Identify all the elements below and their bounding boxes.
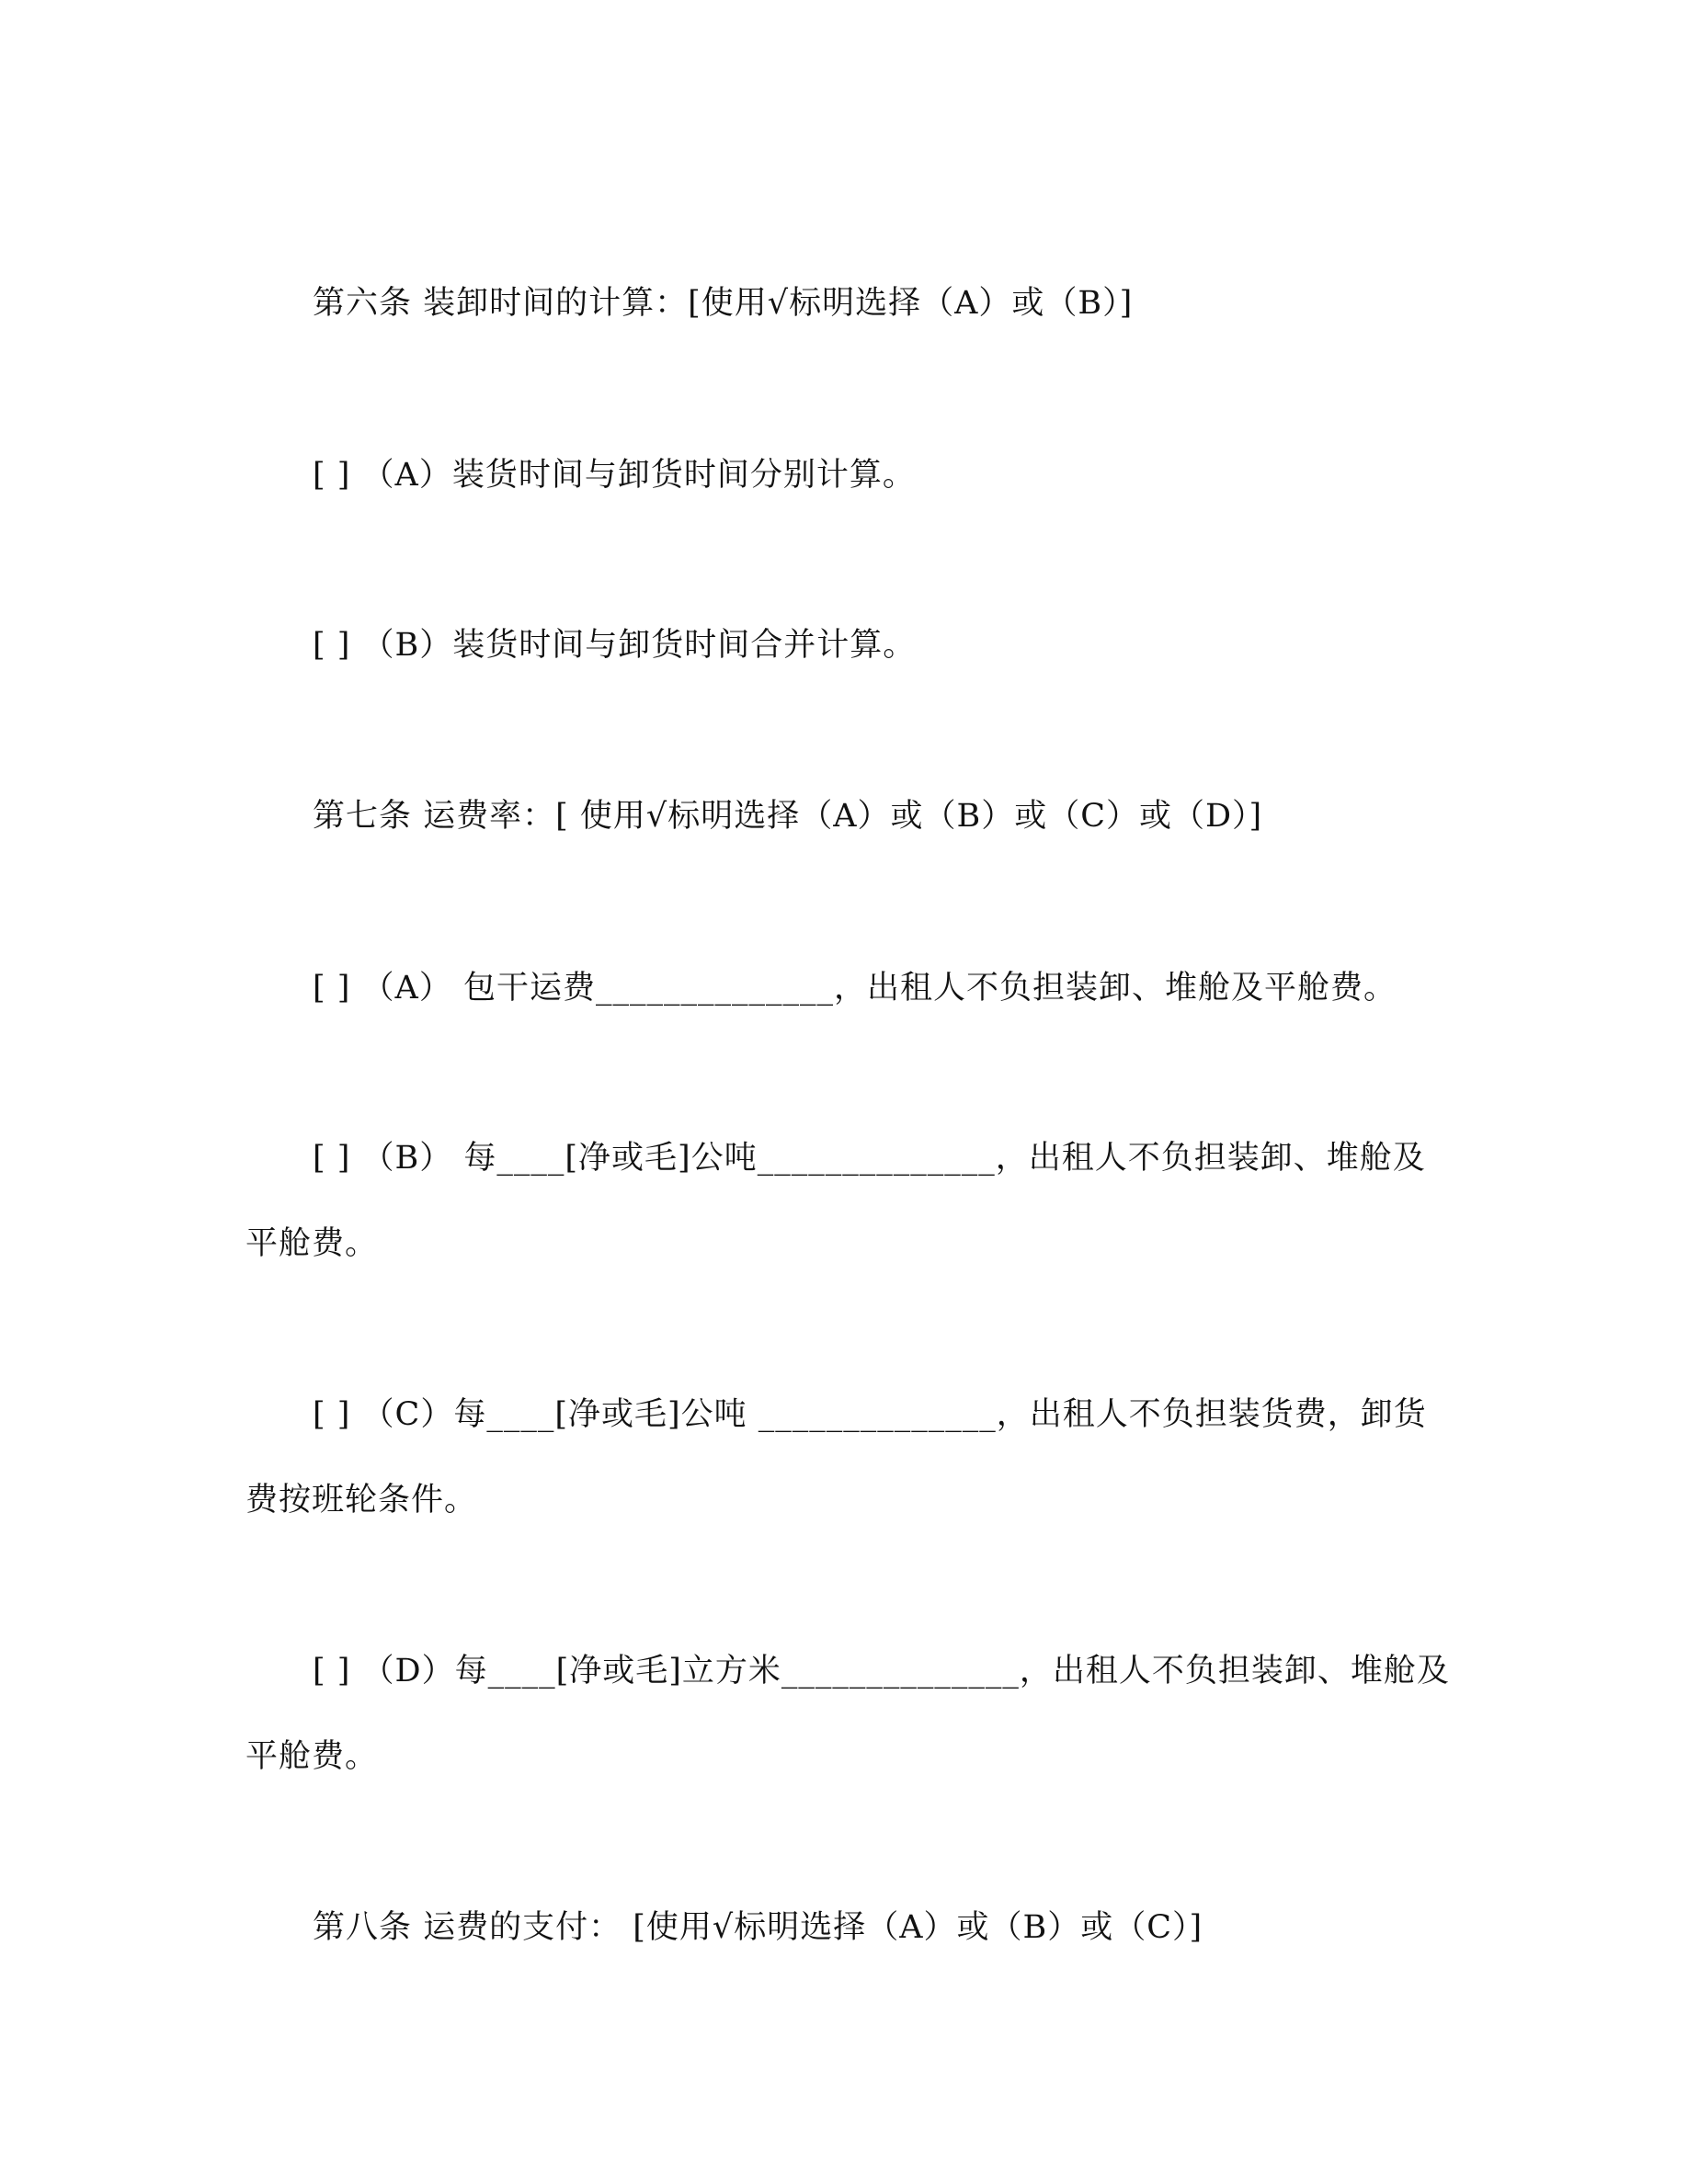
article-7-option-b: [ ] （B） 每____[净或毛]公吨______________，出租人不负担装卸、堆舱及 (313, 1140, 1426, 1177)
article-7-option-c-continuation: 费按班轮条件。 (245, 1482, 478, 1519)
article-7-option-a: [ ] （A） 包干运费______________，出租人不负担装卸、堆舱及平舱费。 (313, 970, 1397, 1007)
article-8-heading: 第八条 运费的支付： [使用√标明选择（A）或（B）或（C）] (313, 1909, 1203, 1946)
article-6-option-b: [ ] （B）装货时间与卸货时间合并计算。 (313, 627, 917, 664)
article-7-option-d: [ ] （D）每____[净或毛]立方米______________，出租人不负担装卸、堆舱及 (313, 1653, 1450, 1689)
article-7-option-d-continuation: 平舱费。 (245, 1738, 379, 1775)
article-6-option-a: [ ] （A）装货时间与卸货时间分别计算。 (313, 457, 916, 494)
article-6-heading: 第六条 装卸时间的计算：[使用√标明选择（A）或（B）] (313, 285, 1134, 322)
article-7-option-b-continuation: 平舱费。 (245, 1225, 379, 1262)
article-7-heading: 第七条 运费率：[ 使用√标明选择（A）或（B）或（C）或（D）] (313, 798, 1263, 835)
article-7-option-c: [ ] （C）每____[净或毛]公吨 ______________，出租人不负担装货费，卸货 (313, 1396, 1427, 1433)
